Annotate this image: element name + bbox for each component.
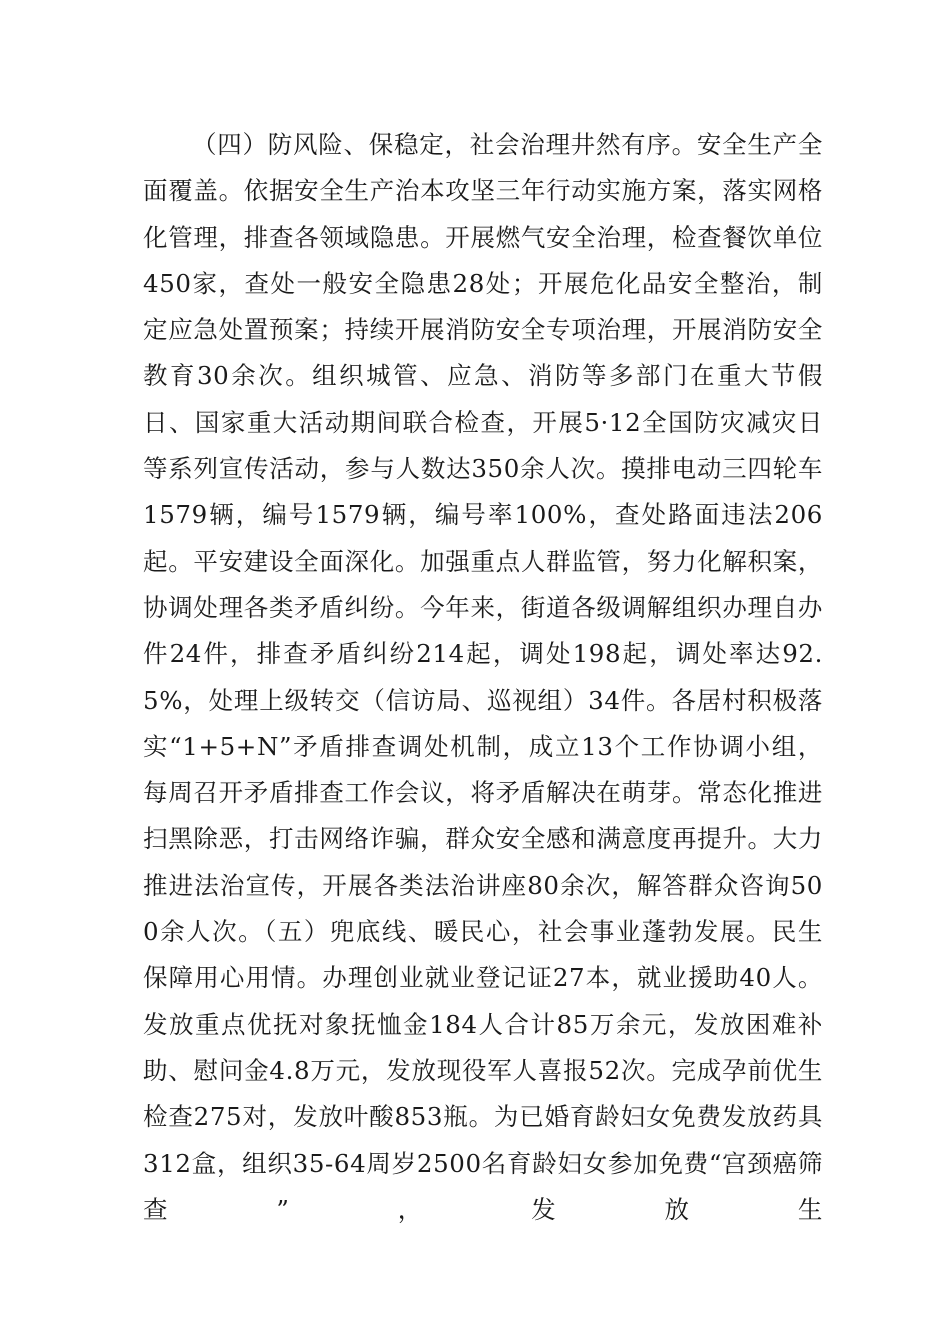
- body-paragraph: （四）防风险、保稳定，社会治理井然有序。安全生产全面覆盖。依据安全生产治本攻坚三年行动实施方案，落实网格化管理，排查各领域隐患。开展燃气安全治理，检查餐饮单位450家，查处一般安全隐患28处；开展危化品安全整治，制定应急处置预案；持续开展消防安全专项治理，开展消防安全教育30余次。组织城管、应急、消防等多部门在重大节假日、国家重大活动期间联合检查，开展5·12全国防灾减灾日等系列宣传活动，参与人数达350余人次。摸排电动三四轮车1579辆，编号1579辆，编号率100%，查处路面违法206起。平安建设全面深化。加强重点人群监管，努力化解积案，协调处理各类矛盾纠纷。今年来，街道各级调解组织办理自办件24件，排查矛盾纠纷214起，调处198起，调处率达92.5%，处理上级转交（信访局、巡视组）34件。各居村积极落实“1+5+N”矛盾排查调处机制，成立13个工作协调小组，每周召开矛盾排查工作会议，将矛盾解决在萌芽。常态化推进扫黑除恶，打击网络诈骗，群众安全感和满意度再提升。大力推进法治宣传，开展各类法治讲座80余次，解答群众咨询500余人次。（五）兜底线、暖民心，社会事业蓬勃发展。民生保障用心用情。办理创业就业登记证27本，就业援助40人。发放重点优抚对象抚恤金184人合计85万余元，发放困难补助、慰问金4.8万元，发放现役军人喜报52次。完成孕前优生检查275对，发放叶酸853瓶。为已婚育龄妇女免费发放药具312盒，组织35-64周岁2500名育龄妇女参加免费“宫颈癌筛查”，发放生: [143, 130, 823, 1224]
